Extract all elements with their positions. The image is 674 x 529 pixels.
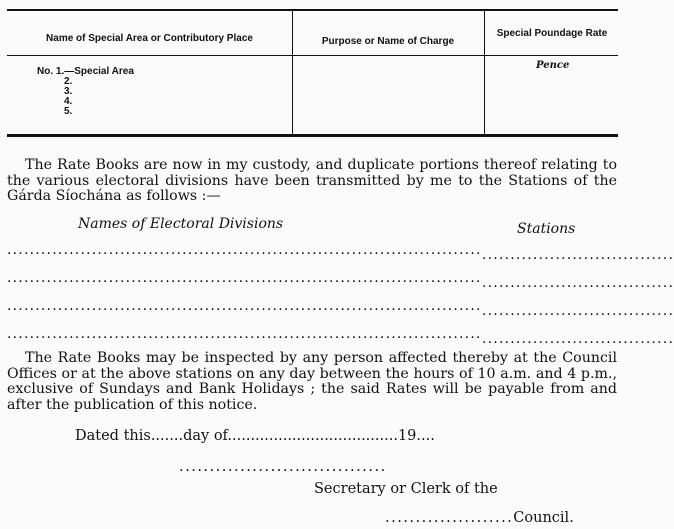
day-of-label: day of: [183, 428, 228, 444]
signatory-title: Secretary or Clerk of the: [314, 481, 498, 497]
table-header-rule: [7, 55, 618, 56]
division-dots: ....................................................................................: [7, 270, 482, 286]
table-divider-1: [292, 10, 293, 135]
header-poundage-rate: Special Poundage Rate: [496, 28, 608, 39]
council-dots: .....................: [385, 510, 514, 526]
rate-unit: Pence: [536, 60, 570, 71]
signature-dots: ..................................: [179, 459, 387, 475]
station-dots: ..................................: [482, 303, 674, 319]
table-divider-2: [484, 10, 485, 135]
table-row: No. 1.—Special Area: [37, 66, 134, 77]
year-dots: ....: [416, 428, 435, 444]
day-dots: .......: [150, 428, 184, 444]
council-label: Council.: [513, 510, 574, 526]
table-row: 3.: [64, 86, 73, 97]
month-dots: .....................................: [227, 428, 398, 444]
station-dots: ..................................: [482, 275, 674, 291]
table-bottom-rule: [7, 134, 618, 137]
header-special-area: Name of Special Area or Contributory Place: [46, 33, 253, 44]
table-row: 2.: [64, 76, 73, 87]
dated-prefix: Dated this: [75, 428, 151, 444]
header-purpose: Purpose or Name of Charge: [321, 36, 455, 47]
table-row: 4.: [64, 96, 73, 107]
inspection-paragraph: The Rate Books may be inspected by any person affected thereby at the Council Offices or at the above stations on any day between the hours of 10 a.m. and 4 p.m., exclusive of Sundays and Bank Holidays ; the said Rates will be payable from and after the publication of this notice.: [7, 350, 617, 413]
division-dots: ....................................................................................: [7, 242, 482, 258]
division-dots: ....................................................................................: [7, 326, 482, 342]
stations-heading: Stations: [517, 221, 576, 237]
table-top-rule: [7, 9, 618, 11]
electoral-divisions-heading: Names of Electoral Divisions: [78, 216, 284, 232]
year-prefix: 19: [397, 428, 417, 444]
station-dots: ..................................: [482, 247, 674, 263]
station-dots: ..................................: [482, 331, 674, 347]
dated-line: [75, 428, 435, 444]
council-line: [385, 510, 574, 526]
custody-paragraph: The Rate Books are now in my custody, and duplicate portions thereof relating to the various electoral divisions have been transmitted by me to the Stations of the Gárda Síochána as follows :—: [7, 157, 617, 204]
division-dots: ....................................................................................: [7, 298, 482, 314]
table-row: 5.: [64, 106, 73, 117]
